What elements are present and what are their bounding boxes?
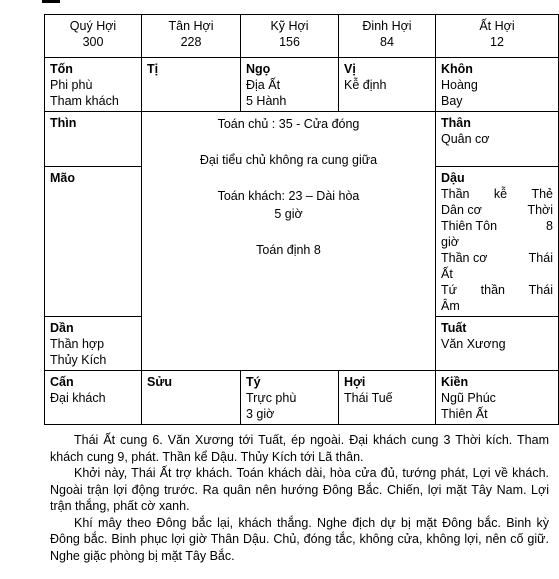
header-row (45, 15, 559, 58)
cell-suu (142, 371, 241, 425)
cell-kien (436, 371, 559, 425)
cell-line: Thiên Tôn 8 (441, 219, 553, 233)
cell-title: Tị (147, 62, 159, 76)
header-name: Đinh Hợi (362, 19, 412, 33)
cell-line: 5 Hành (246, 94, 287, 108)
header-cell-ky-hoi (241, 15, 339, 58)
header-cell-dinh-hoi (339, 15, 436, 58)
cell-mao (45, 167, 142, 317)
center-line-toan-dinh: Toán định 8 (256, 243, 321, 257)
cell-than (436, 112, 559, 167)
paragraph: Khí mây theo Đông bắc lại, khách thắng. Nghe địch dự bị mặt Đông bắc. Binh kỳ Đông bắc. Binh phục lợi giờ Thân Dậu. Chủ, đóng tắc, không cửa, không lợi, nên cố giữ. Nghe giặc phòng bị mặt Tây Bắc. (50, 515, 549, 563)
cell-line: Tứ thần Thái (441, 283, 553, 297)
header-cell-tan-hoi (142, 15, 241, 58)
paragraph: Thái Ất cung 6. Văn Xương tới Tuất, ép ngoài. Đại khách cung 3 Thời kích. Tham khách cung 9, phát. Thần kể Dậu. Thủy Kích tới Lã thân. (50, 433, 549, 464)
cell-dau (436, 167, 559, 317)
center-line-toan-khach: Toán khách: 23 – Dài hòa (217, 189, 360, 203)
cell-title: Sửu (147, 375, 173, 389)
cell-vi (339, 58, 436, 112)
cell-line: Ất (441, 267, 453, 281)
cell-line: Bay (441, 94, 463, 108)
cell-line: giờ (441, 235, 459, 249)
cell-title: Tý (246, 375, 261, 389)
cell-title: Khôn (441, 62, 473, 76)
cell-ton (45, 58, 142, 112)
cell-title: Dần (50, 321, 74, 335)
header-cell-at-hoi (436, 15, 559, 58)
cell-line: Kễ định (344, 78, 387, 92)
cell-title: Tốn (50, 62, 73, 76)
cell-line: Thiên Ất (441, 407, 488, 421)
cell-line: Đại khách (50, 391, 106, 405)
cell-line: Hoàng (441, 78, 478, 92)
commentary-text (50, 432, 549, 564)
row-top (45, 58, 559, 112)
row-thin (45, 112, 559, 167)
row-bottom (45, 371, 559, 425)
header-value: 84 (380, 35, 394, 49)
cell-ngo (241, 58, 339, 112)
header-value: 12 (490, 35, 504, 49)
cell-line: Thần cơ Thái (441, 251, 553, 265)
cell-line: Quân cơ (441, 132, 490, 146)
cell-line: Phi phù (50, 78, 93, 92)
cell-line: Địa Ất (246, 78, 281, 92)
cell-hoi (339, 371, 436, 425)
cell-line: Văn Xương (441, 337, 506, 351)
cell-title: Dậu (441, 171, 465, 185)
center-cell (142, 112, 436, 371)
cell-title: Mão (50, 171, 75, 185)
paragraph: Khởi này, Thái Ất trợ khách. Toán khách dài, hòa cửa đủ, tướng phát, Lợi về khách. Ngoài trận lợi động trước. Ra quân nên hướng Đông Bắc. Chiến, lợi mặt Tây Nam. Lợi trận thắng, phất cờ xanh. (50, 466, 549, 513)
cell-line: Thần kễ Thẻ (441, 187, 553, 201)
cell-tuat (436, 317, 559, 371)
cell-line: Thái Tuế (344, 391, 393, 405)
cell-title: Thân (441, 116, 471, 130)
cell-dan (45, 317, 142, 371)
cell-line: Thủy Kích (50, 353, 107, 367)
cell-ty (241, 371, 339, 425)
header-name: Ất Hợi (479, 19, 515, 33)
header-name: Kỹ Hợi (270, 19, 309, 33)
cell-title: Vị (344, 62, 356, 76)
center-line-toan-chu: Toán chủ : 35 - Cửa đóng (217, 117, 360, 131)
cell-khon (436, 58, 559, 112)
header-value: 228 (180, 35, 202, 49)
cell-line: Ngũ Phúc (441, 391, 496, 405)
cell-title: Cấn (50, 375, 74, 389)
cell-line: Trực phù (246, 391, 297, 405)
cell-line: 3 giờ (246, 407, 275, 421)
top-edge-mark (42, 0, 60, 3)
cell-thin (45, 112, 142, 167)
header-value: 300 (82, 35, 104, 49)
cell-can (45, 371, 142, 425)
cell-line: Dân cơ Thời (441, 203, 553, 217)
cell-title: Ngọ (246, 62, 271, 76)
astrology-grid-table (44, 14, 559, 425)
header-value: 156 (279, 35, 300, 49)
cell-title: Thìn (50, 116, 77, 130)
center-line-gio: 5 giờ (274, 207, 303, 221)
header-name: Quý Hợi (69, 19, 117, 33)
cell-title: Kiền (441, 375, 469, 389)
cell-title: Hợi (344, 375, 366, 389)
center-line-dai-tieu-chu: Đại tiểu chủ không ra cung giữa (199, 153, 378, 167)
cell-title: Tuất (441, 321, 467, 335)
cell-ti (142, 58, 241, 112)
cell-line: Âm (441, 299, 460, 313)
cell-line: Thần hợp (50, 337, 105, 351)
header-cell-quy-hoi (45, 15, 142, 58)
cell-line: Tham khách (50, 94, 119, 108)
header-name: Tân Hợi (168, 19, 214, 33)
